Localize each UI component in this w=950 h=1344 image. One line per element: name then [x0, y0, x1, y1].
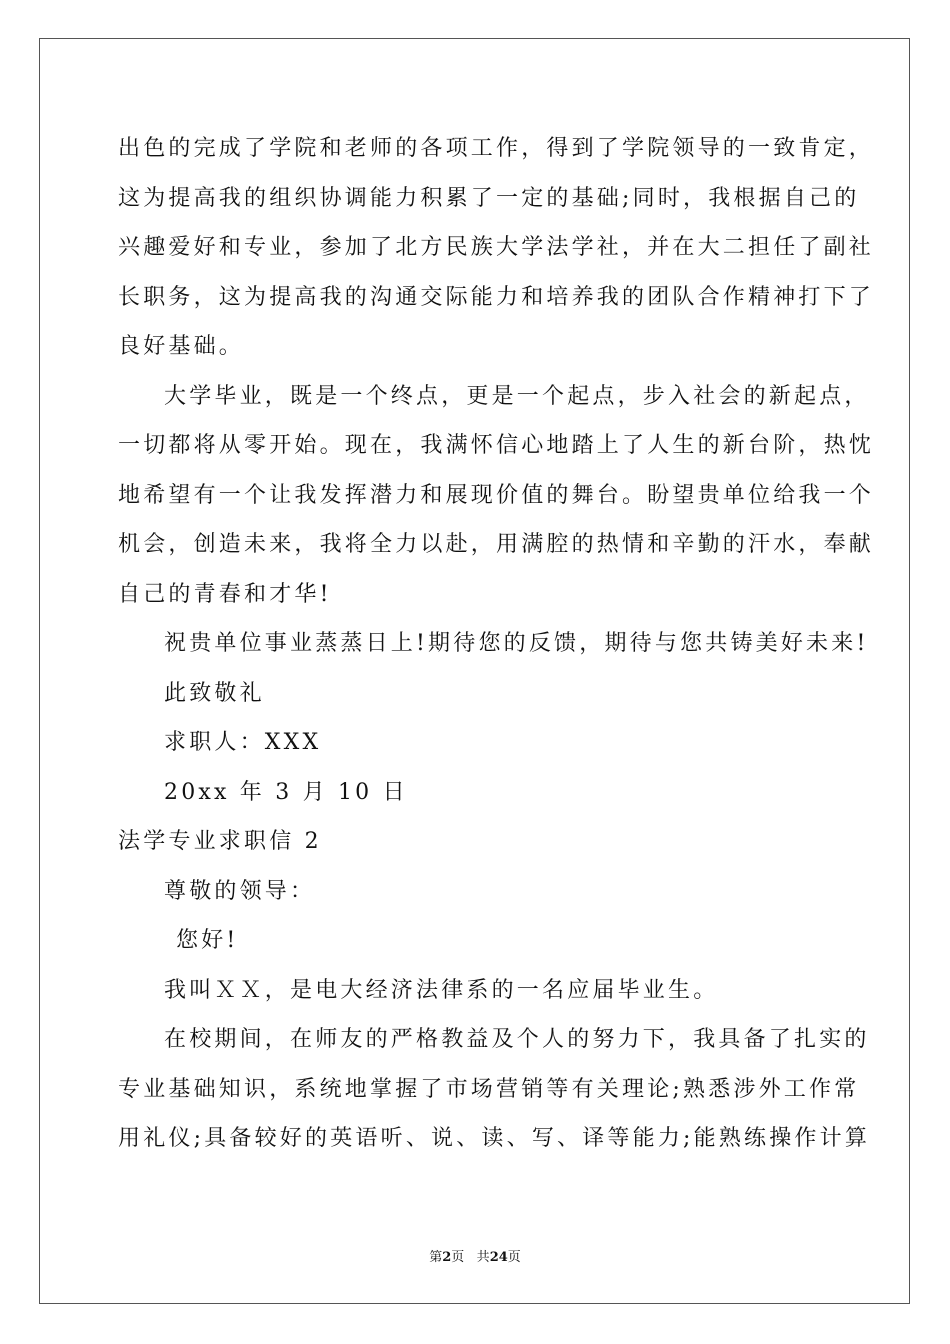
text-line: 20xx 年 3 月 10 日	[164, 779, 408, 805]
text-line: 机会，创造未来，我将全力以赴，用满腔的热情和辛勤的汗水，奉献	[118, 532, 875, 557]
text-line: 用礼仪;具备较好的英语听、说、读、写、译等能力;能熟练操作计算	[118, 1126, 871, 1151]
page-suffix: 页	[451, 1250, 465, 1265]
text-line: 这为提高我的组织协调能力积累了一定的基础;同时，我根据自己的	[118, 185, 860, 211]
text-line: 地希望有一个让我发挥潜力和展现价值的舞台。盼望贵单位给我一个	[118, 482, 875, 508]
text-line: 自己的青春和才华!	[118, 581, 332, 607]
document-body	[118, 124, 875, 1164]
page-footer	[0, 1246, 950, 1265]
text-line: 此致敬礼	[164, 680, 265, 706]
text-line: 求职人：XXX	[164, 730, 322, 755]
text-line: 在校期间，在师友的严格教益及个人的努力下，我具备了扎实的	[164, 1027, 870, 1052]
text-line: 您好!	[176, 928, 239, 953]
text-line: 法学专业求职信 2	[118, 829, 322, 854]
text-line: 大学毕业，既是一个终点，更是一个起点，步入社会的新起点，	[164, 383, 870, 409]
text-line: 一切都将从零开始。现在，我满怀信心地踏上了人生的新台阶，热忱	[118, 433, 875, 458]
page-current: 2	[442, 1250, 452, 1265]
total-prefix: 共	[476, 1250, 490, 1265]
text-line: 出色的完成了学院和老师的各项工作，得到了学院领导的一致肯定，	[118, 136, 875, 161]
text-line: 祝贵单位事业蒸蒸日上!期待您的反馈，期待与您共铸美好未来!	[164, 631, 869, 656]
text-line: 兴趣爱好和专业，参加了北方民族大学法学社，并在大二担任了副社	[118, 235, 875, 260]
page-prefix: 第	[429, 1250, 443, 1265]
text-line: 良好基础。	[118, 334, 245, 359]
text-line: 我叫ＸＸ，是电大经济法律系的一名应届毕业生。	[164, 977, 719, 1003]
text-line: 长职务，这为提高我的沟通交际能力和培养我的团队合作精神打下了	[118, 284, 875, 310]
text-line: 专业基础知识，系统地掌握了市场营销等有关理论;熟悉涉外工作常	[118, 1076, 860, 1102]
text-line: 尊敬的领导：	[164, 878, 316, 904]
total-suffix: 页	[507, 1250, 521, 1265]
page-total: 24	[489, 1250, 508, 1265]
